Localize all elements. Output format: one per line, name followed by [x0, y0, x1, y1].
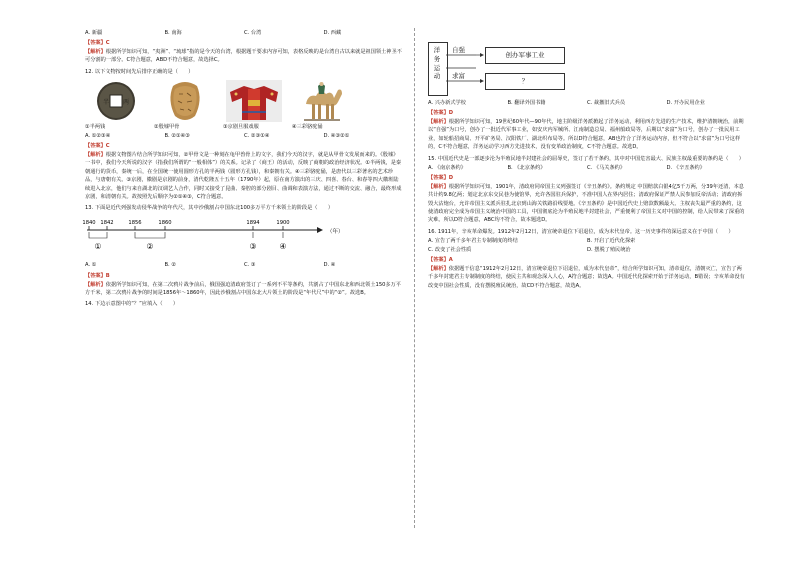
analysis-label: 【解析】 [85, 49, 106, 56]
year-1842: 1842 [100, 220, 114, 227]
timeline-segment-3: ③ [249, 242, 257, 252]
q16-answer: 【答案】A [428, 256, 453, 263]
q14-options [428, 100, 746, 107]
analysis-label: 【解析】 [85, 281, 106, 288]
q15-option-b: B. 《北京条约》 [507, 164, 546, 171]
q13-stem: 13. 下面是近代列强发动侵华战争的年代尺，其中沙俄割占中国东北100多万平方千米领土的阶段是（ ） [85, 205, 334, 212]
q15-stem: 15. 中国近代史是一部逐步沦为半殖民地半封建社会的屈辱史，签订了若干条约，其中对中国危害最大、民族主权最重要的条约是（ ） [428, 155, 744, 162]
diagram-target-text: 创办军事工业 [505, 51, 545, 60]
q16-stem: 16. 1911年，辛亥革命爆发。1912年2月12日，清宣统帝退位下诏退位，成为末代皇帝。这一历史事件的深远意义在于中国（ ） [428, 228, 734, 235]
q15-analysis-text: 根据所学知识可知，1901年，清政府同帝国主义列强签订《辛丑条约》。条约规定 中国赔款白银4亿5千万两，分39年还清，本息共计约9.8亿两；划定北京东交民巷为使馆界，允许各国驻兵保护，不准中国人在界内居住；清政府保证严禁人民参加反帝活动；清政府拆毁大沽炮台，允许帝国主义派兵驻扎北京到山海关铁路沿线要地。《辛丑条约》是中国近代史上赔款数额最大、主权丧失最严重的条约，这使清政府完全成为帝国主义统治中国的工具，中国彻底沦为半殖民地半封建社会，严重便利了帝国主义对中国的控制，给人民带来了深重的灾难。所以D符合题意，ABC均不符合，故本题选D。 [428, 183, 745, 224]
q11-option-b: B. 南海 [164, 30, 182, 36]
q12-option-a: A. ①②③④ [85, 132, 111, 139]
q12-caption-3: ③京剧旦服戏服 [223, 123, 259, 130]
diagram-target-box [485, 47, 565, 64]
q14-answer: 【答案】D [428, 110, 454, 117]
q11-option-a: A. 新疆 [85, 30, 103, 36]
q12-caption-1: ①半两钱 [85, 123, 106, 130]
q16-options-row2 [428, 247, 746, 254]
q12-answer: 【答案】C [85, 142, 110, 149]
timeline-arrow [317, 227, 323, 233]
q15-analysis [428, 183, 746, 225]
q12-images [85, 80, 403, 122]
q12-analysis [85, 151, 403, 202]
q13-option-d: D. ④ [323, 262, 336, 269]
year-1840: 1840 [82, 220, 96, 227]
coin-image [85, 80, 147, 122]
timeline-segment-2: ② [146, 242, 154, 252]
q12-caption-2: ②殷墟甲骨 [154, 123, 180, 130]
q15-answer: 【答案】D [428, 174, 454, 181]
diagram-unknown-box [485, 73, 565, 90]
analysis-label: 【解析】 [85, 151, 106, 158]
q12-caption-4: ④三彩骆驼俑 [292, 123, 323, 130]
q13-option-b: B. ② [164, 262, 177, 269]
q15-options [428, 165, 746, 172]
q11-option-d: D. 西藏 [323, 30, 342, 36]
analysis-label: 【解析】 [428, 119, 449, 126]
q11-option-c: C. 台湾 [244, 30, 262, 36]
q11-analysis [85, 48, 403, 65]
q13-answer: 【答案】B [85, 272, 110, 279]
year-1856: 1856 [128, 220, 142, 227]
q14-stem: 14. 下边示意图中的“？”应填入（ ） [85, 301, 179, 308]
q12-stem: 12. 以下文物按时间先后排序正确的是（ ） [85, 68, 194, 75]
opera-costume-image [223, 80, 285, 122]
q15-option-d: D. 《辛丑条约》 [666, 164, 705, 171]
yangwu-diagram [428, 42, 746, 98]
q13-option-c: C. ③ [244, 262, 256, 269]
year-1894: 1894 [246, 220, 260, 227]
year-1900: 1900 [276, 220, 290, 227]
q14-option-c: C. 裁撤旧式兵员 [587, 100, 626, 106]
q11-answer: 【答案】C [85, 40, 110, 47]
oracle-bone-image [154, 80, 216, 122]
q14-option-d: D. 开办民用企业 [666, 100, 705, 106]
q15-option-c: C. 《马关条约》 [587, 164, 626, 171]
q12-option-b: B. ②①④③ [164, 132, 190, 139]
diagram-branch-bottom: 求富 [452, 72, 465, 80]
q16-option-c: C. 改变了社会性质 [428, 246, 472, 253]
svg-text:半: 半 [103, 98, 110, 106]
timeline-unit: （年） [327, 229, 344, 236]
q12-captions [85, 124, 403, 131]
column-divider [414, 28, 415, 528]
q13-analysis [85, 281, 403, 298]
left-column [82, 28, 403, 310]
q12-option-d: D. ④③②① [323, 132, 350, 139]
q16-option-b: B. 开启了近代化探索 [587, 237, 636, 244]
timeline-segment-1: ① [94, 242, 102, 252]
q13-option-a: A. ① [85, 262, 97, 269]
camel-figurine-image [292, 80, 354, 122]
q13-options [85, 262, 403, 269]
year-1860: 1860 [158, 220, 172, 227]
q14-analysis [428, 118, 746, 152]
timeline-figure [82, 216, 403, 258]
svg-text:两: 两 [123, 98, 130, 106]
q14-option-b: B. 翻译外国书籍 [507, 100, 546, 106]
timeline-segment-4: ④ [279, 242, 287, 252]
q12-options [85, 133, 403, 140]
analysis-label: 【解析】 [428, 265, 449, 272]
q16-analysis-text: 依据题干信息“1912年2月12日，清宣统帝退位下诏退位，成为末代皇帝”，结合所学知识可知，清帝退位，清朝灭亡，宣告了两千多年封建君主专制制度的终结，使民主共和观念深入人心，A符合题意；故选A。中国近代化探索开始于洋务运动，B错误；辛亥革命没有改变中国社会性质，没有摆脱殖民统治，故CD不符合题意，故选A。 [428, 265, 745, 289]
q12-analysis-text: 根据文物图片结合所学知识可知，②甲骨文是一种刻在龟甲兽骨上的文字，我们今天的汉字，就是从甲骨文发展而来的。《殷墟》一书中，我们今天所说的汉字（指我们所谓的“一般相体”）的关系。记录了（商王）的活动，反映了商朝的政治经济状况。①半两钱，是秦朝通行的货币，秦统一后，在全国统一使用圆形方孔的半两钱（圆形方孔钱），和秦朝有关。④三彩骆驼俑，是唐代以三彩著名的艺术珍品，与唐朝有关。③京剧，徽剧是京剧的前身，清代乾隆五十五年（1790年）起，原在南方演出的三庆、四喜、春台、和春等四大徽班陆续进入北京，他们与来自湖北的汉调艺人合作，同时又接受了昆曲、秦腔的部分剧目、曲调和表演方法，通过不断的交流、融合，最终形成京剧，和清朝有关。故按照先后顺序为②①④③，C符合题意。 [85, 151, 402, 201]
q14-option-a: A. 兴办新式学校 [428, 100, 466, 106]
q12-option-c: C. ②③①④ [244, 132, 270, 139]
right-column [428, 28, 746, 293]
q14-analysis-text: 根据所学知识可知，19世纪60年代—90年代，地主阶级洋务派掀起了洋务运动，利用西方先进的生产技术，维护清朝统治，前期以“自强”为口号，创办了一批近代军事工业，如安庆内军械所、江南制造总局、福州船政局等，后期以“求富”为口号，创办了一批民用工业，如轮船招商局、开平矿务局、汉阳铁厂、湖北织布局等。所以D符合题意，AB也符合了洋务运动内容，但不符合以“求富”为口号这样的，C不符合题意，洋务运动学习西方先进技术，没有变革政治制度，C不符合题意。故选D。 [428, 119, 744, 151]
q11-options [85, 30, 403, 37]
q16-option-d: D. 摆脱了殖民统治 [587, 246, 631, 253]
diagram-branch-top: 自强 [452, 46, 465, 54]
diagram-question-mark: ？ [521, 77, 529, 86]
q11-analysis-text: 根据所学知识可知，“夷洲”、“琉球”指的是今天的台湾，根据题干要求内容可知，表格反映的是台湾自古以来就是祖国领土神圣不可分割的一部分。C符合题意，ABD不符合题意，故选择C。 [85, 49, 402, 64]
q16-options-row1 [428, 238, 746, 245]
q16-option-a: A. 宣告了两千多年君主专制制度的终结 [428, 237, 518, 244]
q16-analysis [428, 265, 746, 290]
diagram-vertical-label: 洋 务 运 动 [433, 46, 441, 81]
timeline-svg [82, 216, 403, 258]
analysis-label: 【解析】 [428, 183, 449, 190]
q13-analysis-text: 依据所学知识可知，在第二次鸦片战争前后，俄国强迫清政府签订了一系列不平等条约，共割占了中国东北和西北领土150多万平方千米，第二次鸦片战争的时间是1856年～1860年，因此沙俄割占中国东北大片领土的阶段是“年代尺”中的“②”。故选B。 [85, 281, 401, 296]
q15-option-a: A. 《南京条约》 [428, 164, 466, 171]
